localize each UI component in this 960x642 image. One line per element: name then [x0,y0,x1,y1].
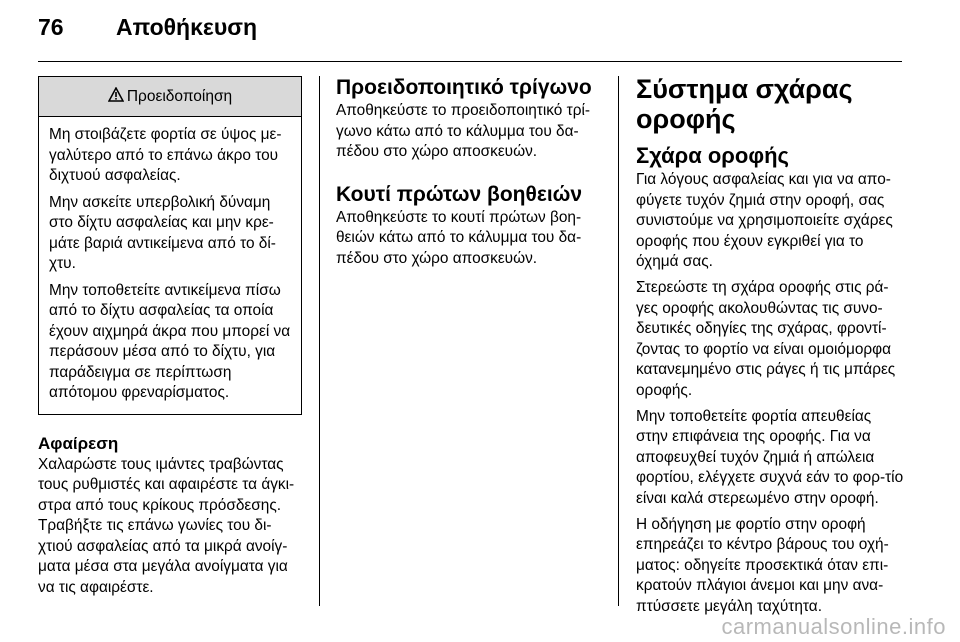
column-middle [336,74,606,270]
warning-triangle-icon [108,87,124,107]
triangle-heading: Προειδοποιητικό τρίγωνο [336,76,592,99]
roof-paragraph: Στερεώστε τη σχάρα οροφής στις ρά-γες οροφής ακολουθώντας τις συνο-δευτικές οδηγίες της σχάρας, φροντί-ζοντας το φορτίο να είναι ομοιόμορφα κατανεμημένο στις ράγες ή τις μπάρες οροφής. [636,278,896,399]
warning-paragraph: Μην ασκείτε υπερβολική δύναμη στο δίχτυ ασφαλείας και μην κρε-μάτε βαριά αντικείμενα από το δί-χτυ. [49,193,276,272]
warning-body [39,117,301,414]
roof-paragraph: Μην τοποθετείτε φορτία απευθείας στην επιφάνεια της οροφής. Για να αποφευχθεί τυχόν ζημιά ή απώλεια φορτίου, ελέγχετε συχνά εάν το φορ-τίο είναι καλά στερεωμένο στην οροφή. [636,407,904,507]
page-header [38,14,257,50]
warning-paragraph: Μην τοποθετείτε αντικείμενα πίσω από το δίχτυ ασφαλείας τα οποία έχουν αιχμηρά άκρα που μπορεί να περάσουν μέσα από το δίχτυ, για παράδειγμα σε περίπτωση απότομου φρεναρίσματος. [49,281,291,401]
roof-system-heading [636,74,906,134]
roof-system-heading-line1: Σύστημα σχάρας [636,74,853,104]
header-rule [38,61,902,62]
roof-rack-subheading: Σχάρα οροφής [636,143,789,168]
first-aid-heading: Κουτί πρώτων βοηθειών [336,182,583,206]
warning-heading [39,77,301,117]
watermark: carmanualsonline.info [721,614,946,639]
page-number: 76 [38,14,64,40]
column-right [636,74,906,622]
roof-paragraph: Η οδήγηση με φορτίο στην οροφή επηρεάζει το κέντρο βάρους του οχή-ματος: οδηγείτε προσεκτικά όταν επι-κρατούν πλάγιοι άνεμοι και μην ανα-πτύσσετε μεγάλη ταχύτητα. [636,515,889,615]
column-divider [618,76,619,606]
warning-heading-text: Προειδοποίηση [126,87,233,105]
triangle-text: Αποθηκεύστε το προειδοποιητικό τρί-γωνο κάτω από το κάλυμμα του δα-πέδου στο χώρο αποσκευών. [336,102,591,161]
first-aid-text: Αποθηκεύστε το κουτί πρώτων βοη-θειών κάτω από το κάλυμμα του δα-πέδου στο χώρο αποσκευών. [336,208,582,267]
roof-paragraph: Για λόγους ασφαλείας και για να απο-φύγετε τυχόν ζημιά στην οροφή, σας συνιστούμε να χρησιμοποιείτε σχάρες οροφής που έχουν εγκριθεί για το όχημά σας. [636,171,893,271]
column-left [38,76,302,599]
warning-box [38,76,302,415]
column-divider [319,76,320,606]
removal-heading: Αφαίρεση [38,433,119,453]
roof-system-heading-line2: οροφής [636,104,736,134]
removal-text: Χαλαρώστε τους ιμάντες τραβώντας τους ρυθμιστές και αφαιρέστε τα άγκι-στρα από τους κρίκους πρόσδεσης. Τραβήξτε τις επάνω γωνίες του δι-χτιού ασφαλείας από τα μικρά ανοίγ-ματα μέσα στα μεγάλα ανοίγματα για να τις αφαιρέστε. [38,455,295,597]
warning-paragraph: Μη στοιβάζετε φορτία σε ύψος με-γαλύτερο από το επάνω άκρο του διχτυού ασφαλείας. [49,126,282,184]
page-title: Αποθήκευση [116,14,258,40]
